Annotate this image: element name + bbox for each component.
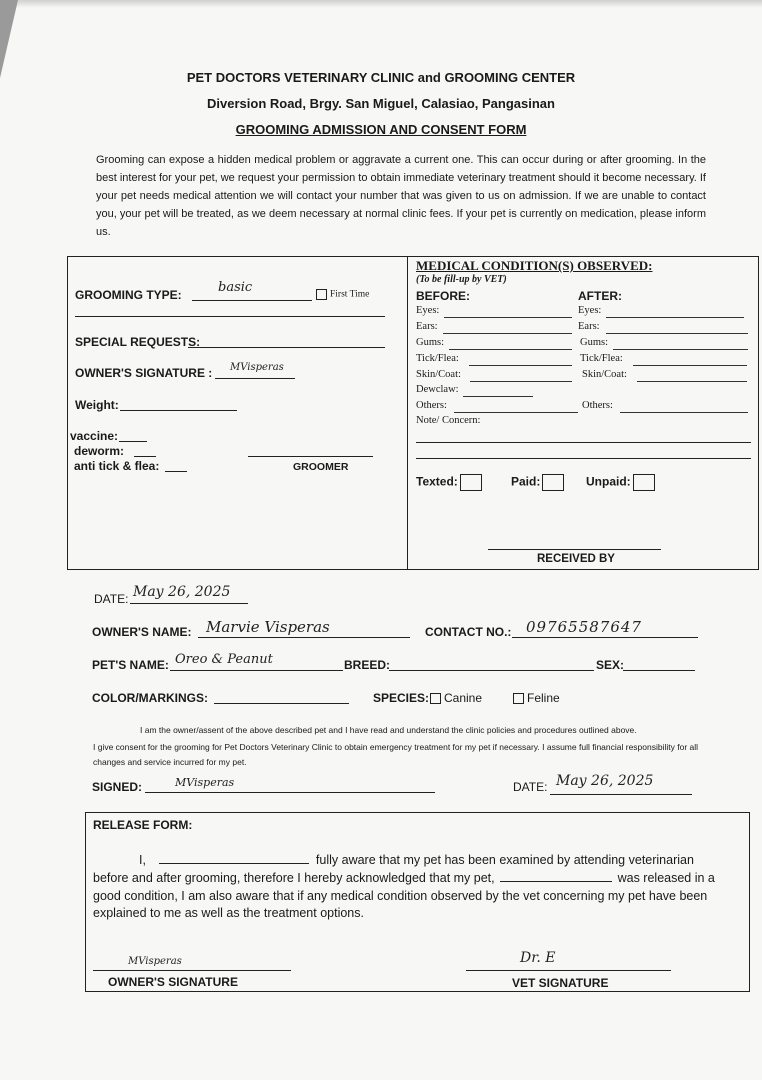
groomer-label: GROOMER — [293, 461, 349, 473]
before-ears-field[interactable] — [443, 333, 572, 334]
release-owner-signature-value: MVisperas — [128, 956, 182, 967]
release-owner-signature-field[interactable] — [93, 970, 291, 971]
note-line-2[interactable] — [416, 458, 751, 459]
release-line-2 — [93, 871, 745, 885]
release-pet-name-field[interactable] — [500, 881, 612, 882]
first-time-label: First Time — [330, 289, 370, 300]
after-ears-field[interactable] — [606, 333, 748, 334]
species-label: SPECIES: — [373, 691, 430, 705]
vet-signature-field[interactable] — [466, 970, 671, 971]
owner-name-value: Marvie Visperas — [206, 618, 330, 636]
received-by-field[interactable] — [488, 549, 661, 550]
before-others-label: Others: — [416, 400, 447, 411]
grooming-medical-box — [67, 256, 759, 570]
vet-signature-label: VET SIGNATURE — [512, 976, 609, 990]
grooming-type-field[interactable] — [192, 300, 312, 301]
before-eyes-label: Eyes: — [416, 305, 440, 316]
pet-name-field[interactable] — [170, 670, 343, 671]
release-line-1 — [93, 853, 745, 867]
texted-group — [416, 474, 482, 491]
owner-name-field[interactable] — [198, 637, 410, 638]
medical-subtitle: (To be fill-up by VET) — [416, 274, 507, 285]
after-tickflea-field[interactable] — [633, 365, 747, 366]
antitick-label: anti tick & flea: — [74, 459, 160, 473]
signed-label: SIGNED: — [92, 780, 143, 794]
before-others-field[interactable] — [454, 412, 578, 413]
after-skincoat-field[interactable] — [637, 381, 747, 382]
sex-label: SEX: — [596, 658, 625, 672]
after-gums-label: Gums: — [580, 337, 609, 348]
before-tickflea-field[interactable] — [469, 365, 572, 366]
after-label: AFTER: — [578, 289, 622, 303]
before-dewclaw-field[interactable] — [463, 396, 533, 397]
breed-field[interactable] — [389, 670, 594, 671]
release-owner-signature-label: OWNER'S SIGNATURE — [108, 975, 238, 989]
canine-checkbox[interactable] — [430, 693, 441, 704]
antitick-field[interactable] — [165, 471, 187, 472]
signed-value: MVisperas — [175, 776, 235, 789]
note-concern-label: Note/ Concern: — [416, 415, 481, 426]
before-skincoat-label: Skin/Coat: — [416, 369, 461, 380]
vet-signature-value: Dr. E — [520, 950, 556, 966]
after-tickflea-label: Tick/Flea: — [580, 353, 623, 364]
paid-group — [511, 474, 564, 491]
before-tickflea-label: Tick/Flea: — [416, 353, 459, 364]
release-text-a-start: fully aware that my pet has been examined by attending veterinarian — [315, 853, 694, 867]
texted-checkbox[interactable] — [460, 474, 482, 491]
vaccine-label: vaccine: — [70, 429, 119, 443]
grooming-type-label: GROOMING TYPE: — [75, 288, 182, 302]
owner-name-label: OWNER'S NAME: — [92, 625, 192, 639]
clinic-name: PET DOCTORS VETERINARY CLINIC and GROOMING CENTER — [186, 70, 576, 85]
consent-text-1: I am the owner/assent of the above described pet and I have read and understand the clinic policies and procedures outlined above. — [140, 725, 637, 735]
contact-field[interactable] — [512, 637, 698, 638]
unpaid-group — [586, 474, 655, 491]
box-divider — [407, 256, 408, 570]
after-ears-label: Ears: — [578, 321, 600, 332]
release-text-a-end: before and after grooming, therefore I hereby acknowledged that my pet, — [93, 871, 495, 885]
date-field[interactable] — [130, 603, 248, 604]
groomer-signature-field[interactable] — [248, 456, 373, 457]
after-skincoat-label: Skin/Coat: — [582, 369, 627, 380]
release-title: RELEASE FORM: — [93, 818, 193, 832]
feline-label: Feline — [527, 691, 560, 705]
scan-corner-fold — [0, 0, 18, 78]
before-dewclaw-label: Dewclaw: — [416, 384, 459, 395]
after-eyes-label: Eyes: — [578, 305, 602, 316]
received-by-label: RECEIVED BY — [537, 553, 615, 565]
sex-field[interactable] — [623, 670, 695, 671]
feline-checkbox[interactable] — [513, 693, 524, 704]
release-line-3: good condition, I am also aware that if any medical condition observed by the vet concerning my pet have been — [93, 889, 708, 903]
species-feline-option[interactable] — [513, 691, 560, 705]
before-eyes-field[interactable] — [444, 317, 572, 318]
before-skincoat-field[interactable] — [470, 381, 572, 382]
after-eyes-field[interactable] — [606, 317, 744, 318]
paid-label: Paid: — [511, 474, 541, 489]
canine-label: Canine — [444, 691, 483, 705]
grooming-type-value: basic — [218, 280, 253, 295]
weight-field[interactable] — [120, 410, 237, 411]
scan-edge-top — [0, 0, 762, 8]
contact-value: 09765587647 — [526, 618, 642, 636]
owner-signature-field[interactable] — [215, 378, 295, 379]
pet-name-value: Oreo & Peanut — [175, 652, 273, 667]
paid-checkbox[interactable] — [542, 474, 564, 491]
color-markings-field[interactable] — [214, 703, 349, 704]
date-value: May 26, 2025 — [133, 584, 231, 600]
note-line-1[interactable] — [416, 442, 751, 443]
texted-label: Texted: — [416, 474, 458, 489]
deworm-field[interactable] — [134, 456, 156, 457]
before-gums-label: Gums: — [416, 337, 445, 348]
pet-name-label: PET'S NAME: — [92, 658, 169, 672]
weight-label: Weight: — [75, 398, 119, 412]
before-ears-label: Ears: — [416, 321, 438, 332]
intro-paragraph: Grooming can expose a hidden medical problem or aggravate a current one. This can occur during or after grooming. In the best interest for your pet, we request your permission to obtain immediate veterinary treatment should it become necessary. If your pet needs medical attention we will contact your number that was given to us on admission. If we are unable to contact you, your pet will be treated, as we deem necessary at normal clinic fees. If your pet is currently on medication, please inform us. — [96, 154, 706, 238]
after-others-field[interactable] — [620, 412, 748, 413]
before-label: BEFORE: — [416, 289, 470, 303]
after-gums-field[interactable] — [613, 349, 748, 350]
consent-date-value: May 26, 2025 — [556, 773, 654, 789]
release-line-4: explained to me as well as the treatment options. — [93, 906, 364, 920]
breed-label: BREED: — [344, 658, 391, 672]
consent-text-2: I give consent for the grooming for Pet Doctors Veterinary Clinic to obtain emergency treatment for my pet if necessary. I assume full financial responsibility for all changes and service incurred for my pet. — [93, 742, 699, 767]
deworm-label: deworm: — [74, 444, 125, 458]
first-time-box-icon[interactable] — [316, 289, 327, 300]
unpaid-checkbox[interactable] — [633, 474, 655, 491]
form-title: GROOMING ADMISSION AND CONSENT FORM — [235, 122, 527, 137]
special-requests-label: SPECIAL REQUESTS: — [75, 335, 201, 349]
special-requests-field[interactable] — [188, 347, 385, 348]
consent-date-field[interactable] — [550, 794, 692, 795]
date-label: DATE: — [94, 592, 129, 606]
before-gums-field[interactable] — [449, 349, 572, 350]
grooming-extra-line[interactable] — [75, 316, 385, 317]
owner-signature-value: MVisperas — [230, 362, 284, 373]
release-text-b-start: was released in a — [617, 871, 715, 885]
clinic-address: Diversion Road, Brgy. San Miguel, Calasiao, Pangasinan — [207, 96, 555, 111]
after-others-label: Others: — [582, 400, 613, 411]
medical-title: MEDICAL CONDITION(S) OBSERVED: — [416, 258, 653, 273]
owner-signature-label: OWNER'S SIGNATURE : — [75, 366, 213, 380]
contact-label: CONTACT NO.: — [425, 625, 512, 639]
color-markings-label: COLOR/MARKINGS: — [92, 691, 208, 705]
unpaid-label: Unpaid: — [586, 474, 631, 489]
first-time-checkbox[interactable] — [316, 289, 369, 300]
signed-field[interactable] — [145, 792, 435, 793]
release-owner-name-field[interactable] — [159, 863, 309, 864]
vaccine-field[interactable] — [119, 441, 147, 442]
consent-date-label: DATE: — [513, 780, 548, 794]
release-i: I, — [139, 853, 146, 867]
species-canine-option[interactable] — [430, 691, 482, 705]
